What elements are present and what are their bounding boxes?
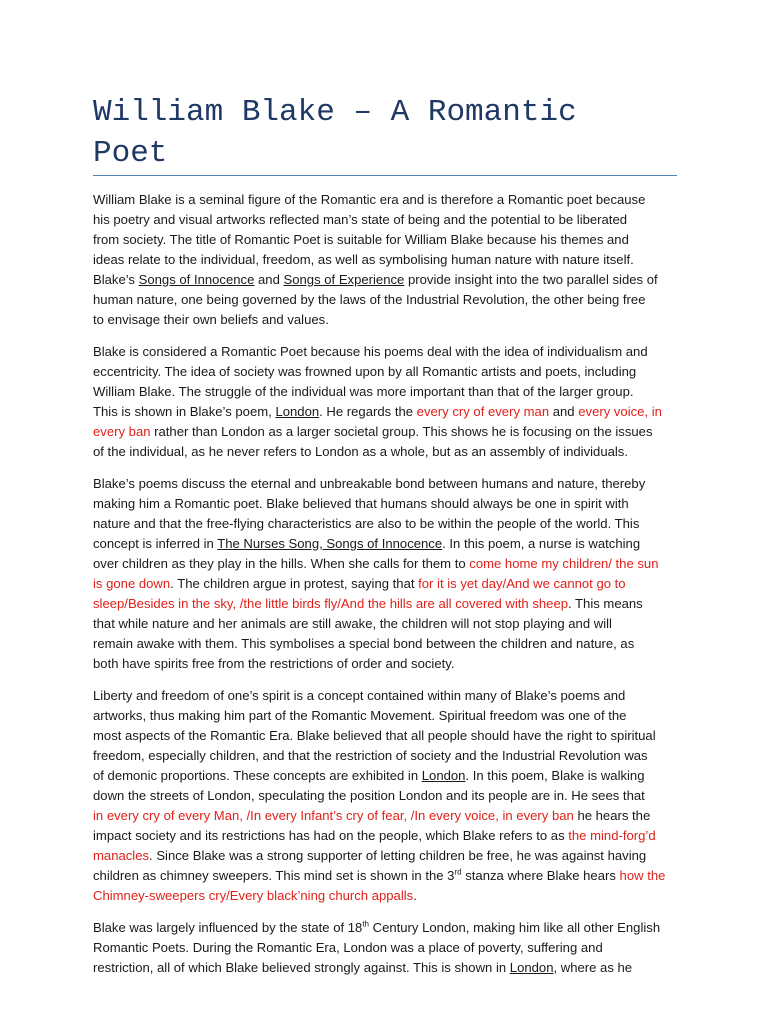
poem-title-text: Songs of Experience (283, 272, 405, 287)
text-segment: Blake’s (93, 272, 139, 287)
text-segment: . In this poem, Blake is walking (465, 768, 645, 783)
text-line (93, 886, 678, 906)
quotation-text: come home my children/ the sun (469, 556, 659, 571)
text-line (93, 230, 678, 250)
text-line (93, 654, 678, 674)
text-segment: Blake was largely influenced by the state of 18 (93, 920, 363, 935)
body-paragraph (93, 474, 678, 674)
text-segment: he hears the (573, 808, 651, 823)
text-segment: stanza where Blake hears (461, 868, 620, 883)
text-segment: ideas relate to the individual, freedom, as well as symbolising human nature with nature itself. (93, 252, 634, 267)
title-line: William Blake – A Romantic (93, 95, 577, 130)
text-segment: , where as he (553, 960, 633, 975)
text-line (93, 686, 678, 706)
superscript-text: th (362, 919, 369, 929)
text-line (93, 382, 678, 402)
text-segment: restriction, all of which Blake believed strongly against. This is shown in (93, 960, 510, 975)
quotation-text: Chimney-sweepers cry/Every black’ning church appalls (93, 888, 414, 903)
text-segment: . In this poem, a nurse is watching (442, 536, 641, 551)
document-body (93, 190, 678, 990)
text-segment: Blake’s poems discuss the eternal and unbreakable bond between humans and nature, thereby (93, 476, 646, 491)
document-title (93, 92, 693, 174)
text-segment: nature and that the free-flying characteristics are also to be within the people of the world. This (93, 516, 640, 531)
text-line (93, 402, 678, 422)
text-line (93, 706, 678, 726)
text-segment: . He regards the (319, 404, 417, 419)
text-line (93, 634, 678, 654)
text-segment: from society. The title of Romantic Poet is suitable for William Blake because his themes and (93, 232, 629, 247)
text-line (93, 574, 678, 594)
poem-title-text: Songs of Innocence (138, 272, 255, 287)
text-line (93, 918, 678, 938)
text-line (93, 554, 678, 574)
text-segment: and (549, 404, 579, 419)
text-segment: William Blake is a seminal figure of the Romantic era and is therefore a Romantic poet because (93, 192, 646, 207)
text-line (93, 442, 678, 462)
text-line (93, 614, 678, 634)
text-segment: Blake is considered a Romantic Poet because his poems deal with the idea of individualism and (93, 344, 648, 359)
body-paragraph (93, 190, 678, 330)
poem-title-text: London (509, 960, 554, 975)
text-line (93, 342, 678, 362)
body-paragraph (93, 918, 678, 978)
text-segment: concept is inferred in (93, 536, 218, 551)
text-line (93, 846, 678, 866)
text-segment: that while nature and her animals are still awake, the children will not stop playing and will (93, 616, 612, 631)
quotation-text: in every cry of every Man, /In every Infant’s cry of fear, /In every voice, in every ban (93, 808, 574, 823)
text-segment: both have spirits free from the restrictions of order and society. (93, 656, 455, 671)
text-line (93, 746, 678, 766)
text-segment: Romantic Poets. During the Romantic Era, London was a place of poverty, suffering and (93, 940, 603, 955)
quotation-text: manacles (93, 848, 150, 863)
text-segment: most aspects of the Romantic Era. Blake believed that all people should have the right to spiritual (93, 728, 656, 743)
text-line (93, 766, 678, 786)
title-underline (93, 175, 677, 176)
quotation-text: every cry of every man (416, 404, 550, 419)
text-segment: . The children argue in protest, saying that (170, 576, 419, 591)
text-line (93, 786, 678, 806)
text-line (93, 806, 678, 826)
text-segment: making him a Romantic poet. Blake believed that humans should always be one in spirit with (93, 496, 629, 511)
text-line (93, 290, 678, 310)
text-segment: his poetry and visual artworks reflected man’s state of being and the potential to be liberated (93, 212, 628, 227)
text-segment: of demonic proportions. These concepts are exhibited in (93, 768, 422, 783)
quotation-text: for it is yet day/And we cannot go to (418, 576, 626, 591)
text-line (93, 826, 678, 846)
text-line (93, 958, 678, 978)
text-segment: over children as they play in the hills. When she calls for them to (93, 556, 470, 571)
text-segment: children as chimney sweepers. This mind set is shown in the 3 (93, 868, 455, 883)
text-line (93, 190, 678, 210)
text-segment: and (254, 272, 284, 287)
text-line (93, 938, 678, 958)
body-paragraph (93, 342, 678, 462)
quotation-text: every ban (93, 424, 151, 439)
text-line (93, 726, 678, 746)
quotation-text: every voice, in (578, 404, 662, 419)
text-segment: Century London, making him like all other English (368, 920, 661, 935)
poem-title-text: London (421, 768, 466, 783)
quotation-text: sleep/Besides in the sky, /the little birds fly/And the hills are all covered with sheep (93, 596, 569, 611)
text-line (93, 310, 678, 330)
text-segment: impact society and its restrictions has had on the people, which Blake refers to as (93, 828, 569, 843)
text-line (93, 866, 678, 886)
text-segment: eccentricity. The idea of society was frowned upon by all Romantic artists and poets, including (93, 364, 637, 379)
text-segment: This is shown in Blake’s poem, (93, 404, 276, 419)
quotation-text: is gone down (93, 576, 171, 591)
text-segment: human nature, one being governed by the laws of the Industrial Revolution, the other being free (93, 292, 646, 307)
poem-title-text: London (275, 404, 320, 419)
text-line (93, 594, 678, 614)
superscript-text: rd (454, 867, 462, 877)
text-segment: . Since Blake was a strong supporter of letting children be free, he was against having (149, 848, 647, 863)
text-segment: Liberty and freedom of one’s spirit is a concept contained within many of Blake’s poems and (93, 688, 626, 703)
body-paragraph (93, 686, 678, 906)
text-line (93, 534, 678, 554)
text-segment: down the streets of London, speculating the position London and its people are in. He sees that (93, 788, 645, 803)
text-segment: . (413, 888, 417, 903)
text-segment: William Blake. The struggle of the individual was more important than that of the larger group. (93, 384, 634, 399)
text-segment: freedom, especially children, and that the restriction of society and the Industrial Revolution was (93, 748, 648, 763)
text-line (93, 422, 678, 442)
text-line (93, 210, 678, 230)
title-line: Poet (93, 136, 168, 171)
text-line (93, 474, 678, 494)
text-line (93, 362, 678, 382)
text-segment: . This means (568, 596, 643, 611)
poem-title-text: The Nurses Song, Songs of Innocence (217, 536, 443, 551)
text-line (93, 494, 678, 514)
text-segment: rather than London as a larger societal group. This shows he is focusing on the issues (150, 424, 653, 439)
text-line (93, 250, 678, 270)
quotation-text: the mind-forg’d (568, 828, 656, 843)
text-segment: of the individual, as he never refers to London as a whole, but as an assembly of individuals. (93, 444, 628, 459)
text-segment: to envisage their own beliefs and values. (93, 312, 329, 327)
text-line (93, 514, 678, 534)
text-segment: remain awake with them. This symbolises a special bond between the children and nature, as (93, 636, 635, 651)
text-segment: artworks, thus making him part of the Romantic Movement. Spiritual freedom was one of the (93, 708, 627, 723)
quotation-text: how the (619, 868, 666, 883)
text-line (93, 270, 678, 290)
text-segment: provide insight into the two parallel sides of (404, 272, 658, 287)
